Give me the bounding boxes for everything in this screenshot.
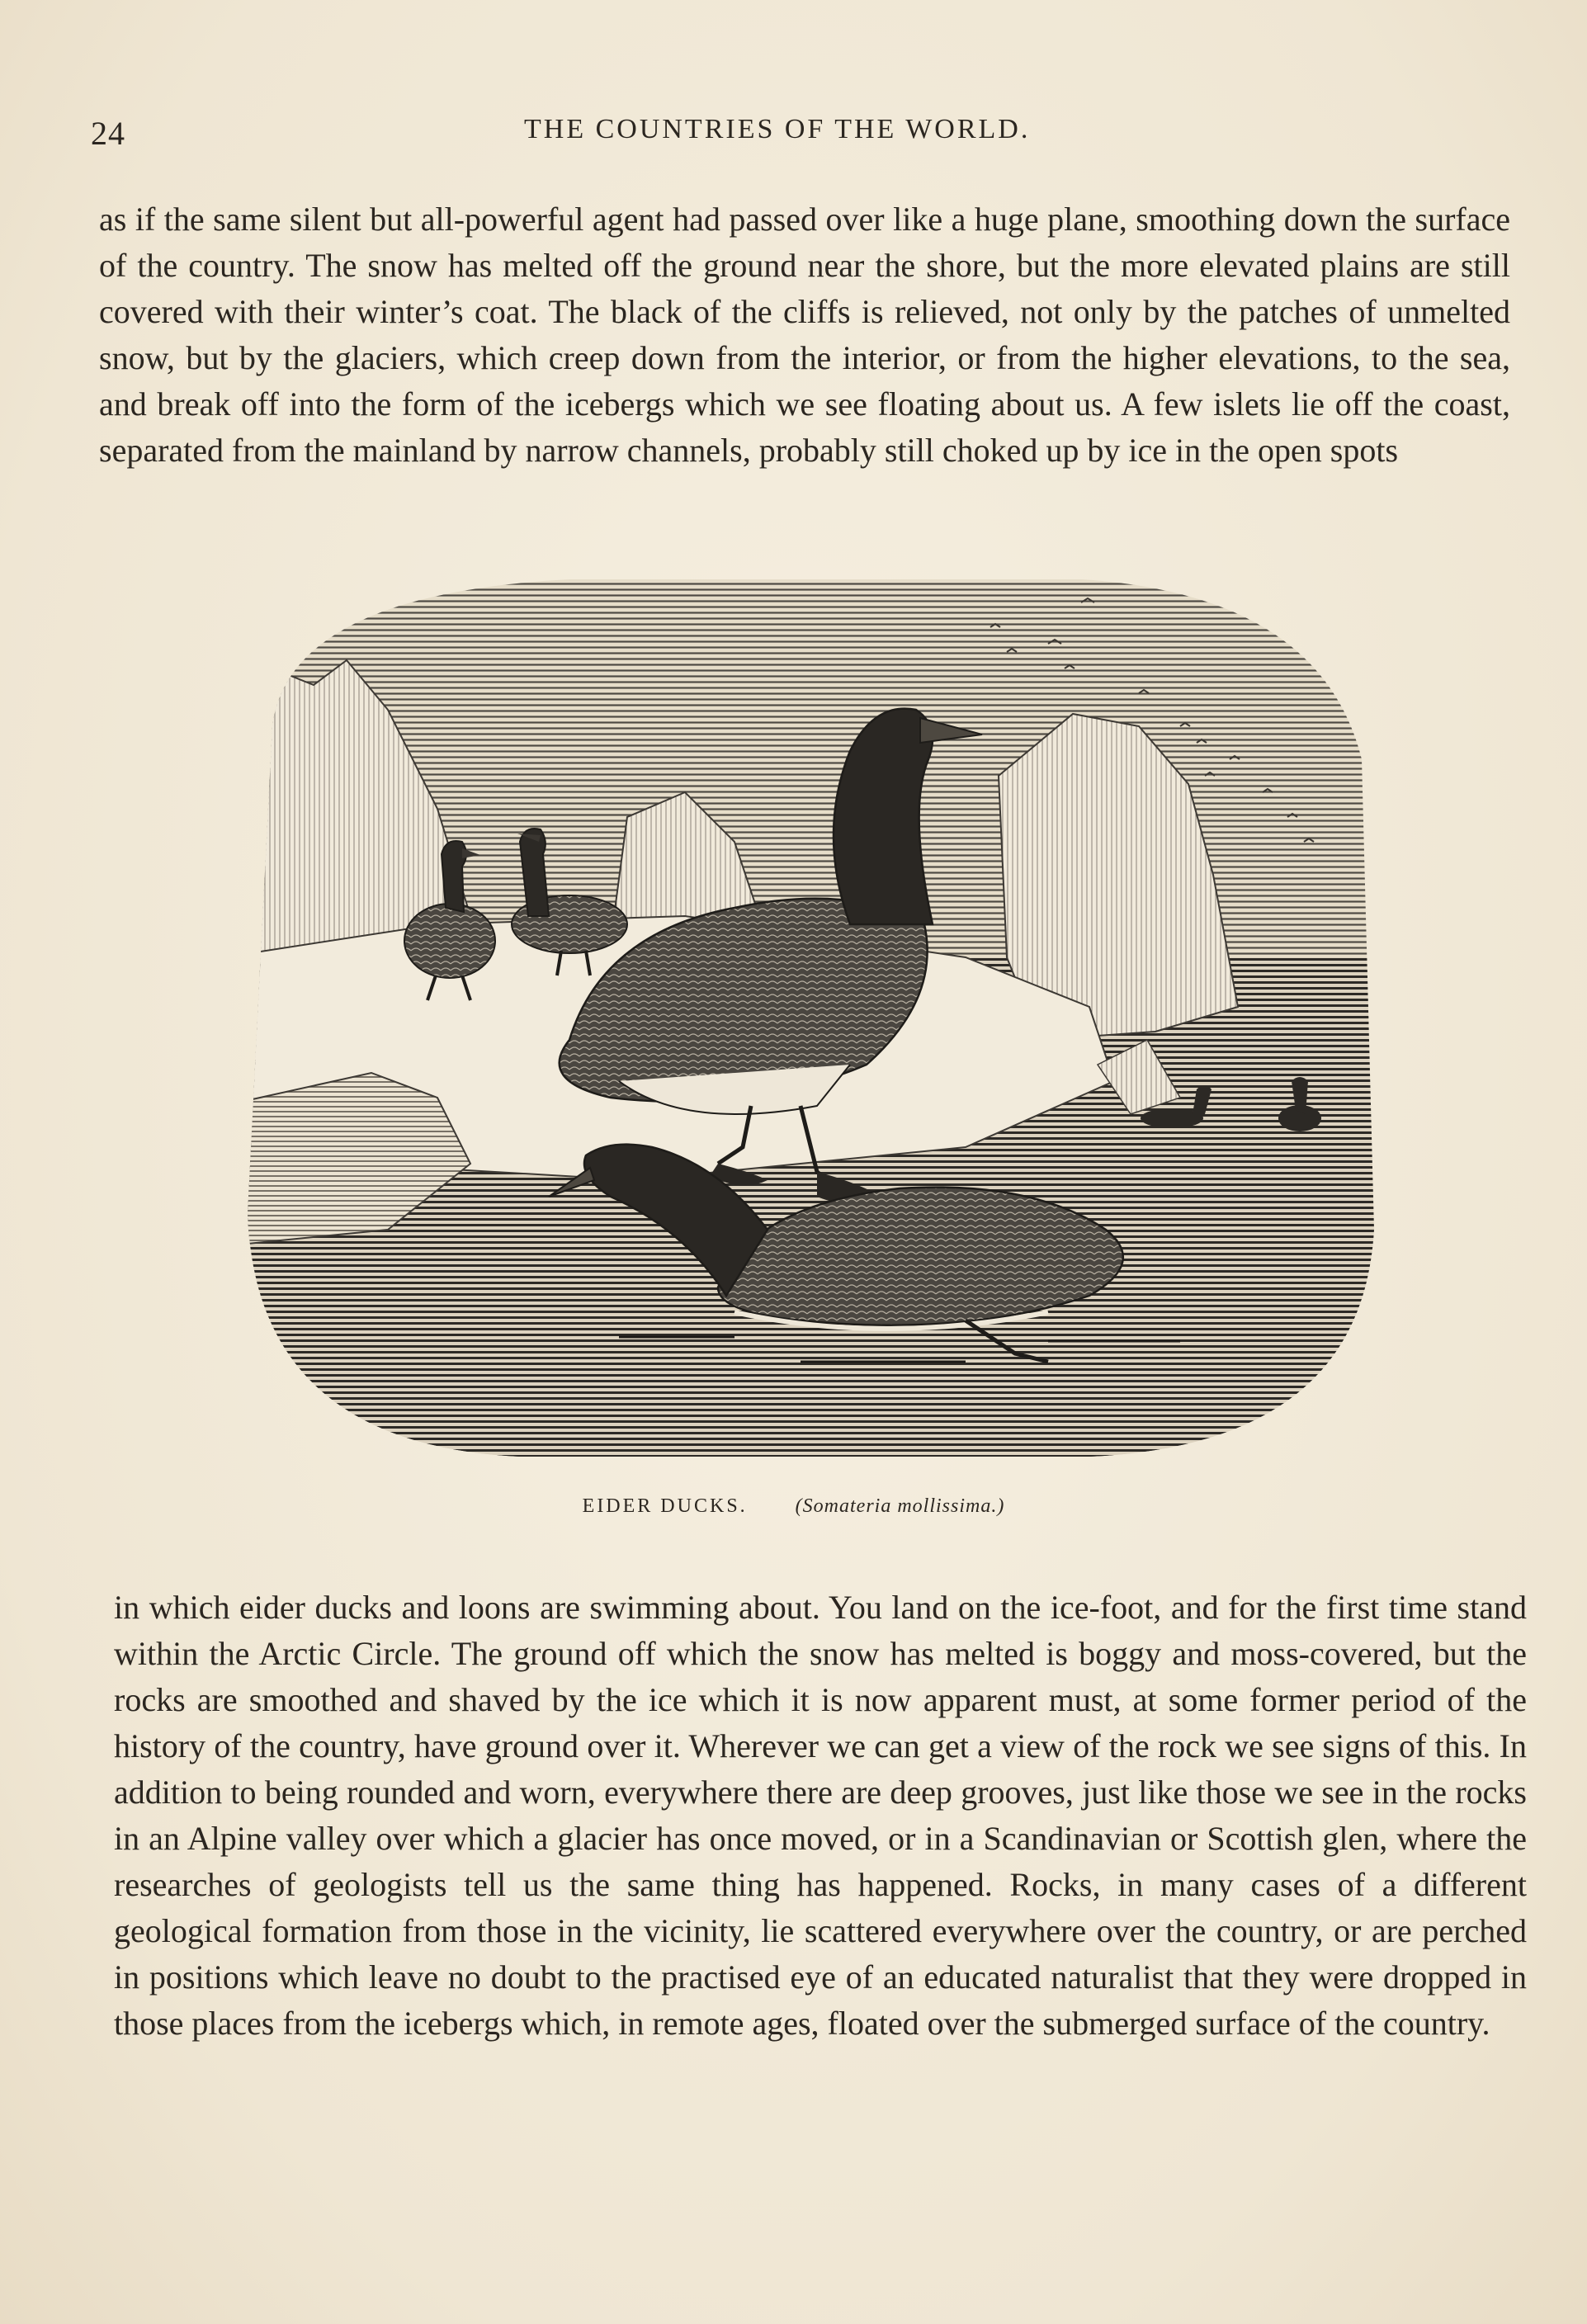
running-title: THE COUNTRIES OF THE WORLD. xyxy=(524,114,1031,144)
page-number: 24 xyxy=(91,115,125,152)
figure-caption xyxy=(0,1495,1587,1518)
engraving-illustration xyxy=(223,569,1403,1469)
running-head xyxy=(91,114,1510,155)
eider-ducks-engraving xyxy=(223,569,1403,1469)
caption-scientific-name: (Somateria mollissima.) xyxy=(795,1495,1005,1517)
body-text-bottom: in which eider ducks and loons are swimming about. You land on the ice-foot, and for the first time stand within the Arctic Circle. The ground off which the snow has melted is boggy and moss-covered, but the rocks are smoothed and shaved by the ice which it is now apparent must, at some former period of the history of the country, have ground over it. Wherever we can get a view of the rock we see signs of this. In addition to being rounded and worn, everywhere there are deep grooves, just like those we see in the rocks in an Alpine valley over which a glacier has once moved, or in a Scandinavian or Scottish glen, where the researches of geologists tell us the same thing has happened. Rocks, in many cases of a different geological formation from those in the vicinity, lie scattered everywhere over the country, or are perched in positions which leave no doubt to the practised eye of an educated naturalist that they were dropped in those places from the icebergs which, in remote ages, floated over the submerged surface of the country. xyxy=(114,1589,1527,2042)
body-text-top: as if the same silent but all-powerful agent had passed over like a huge plane, smoothing down the surface of the country. The snow has melted off the ground near the shore, but the more elevated plains are still covered with their winter’s coat. The black of the cliffs is relieved, not only by the patches of unmelted snow, but by the glaciers, which creep down from the interior, or from the higher elevations, to the sea, and break off into the form of the icebergs which we see floating about us. A few islets lie off the coast, separated from the mainland by narrow channels, probably still choked up by ice in the open spots xyxy=(99,201,1510,469)
caption-name: EIDER DUCKS. xyxy=(582,1495,748,1517)
